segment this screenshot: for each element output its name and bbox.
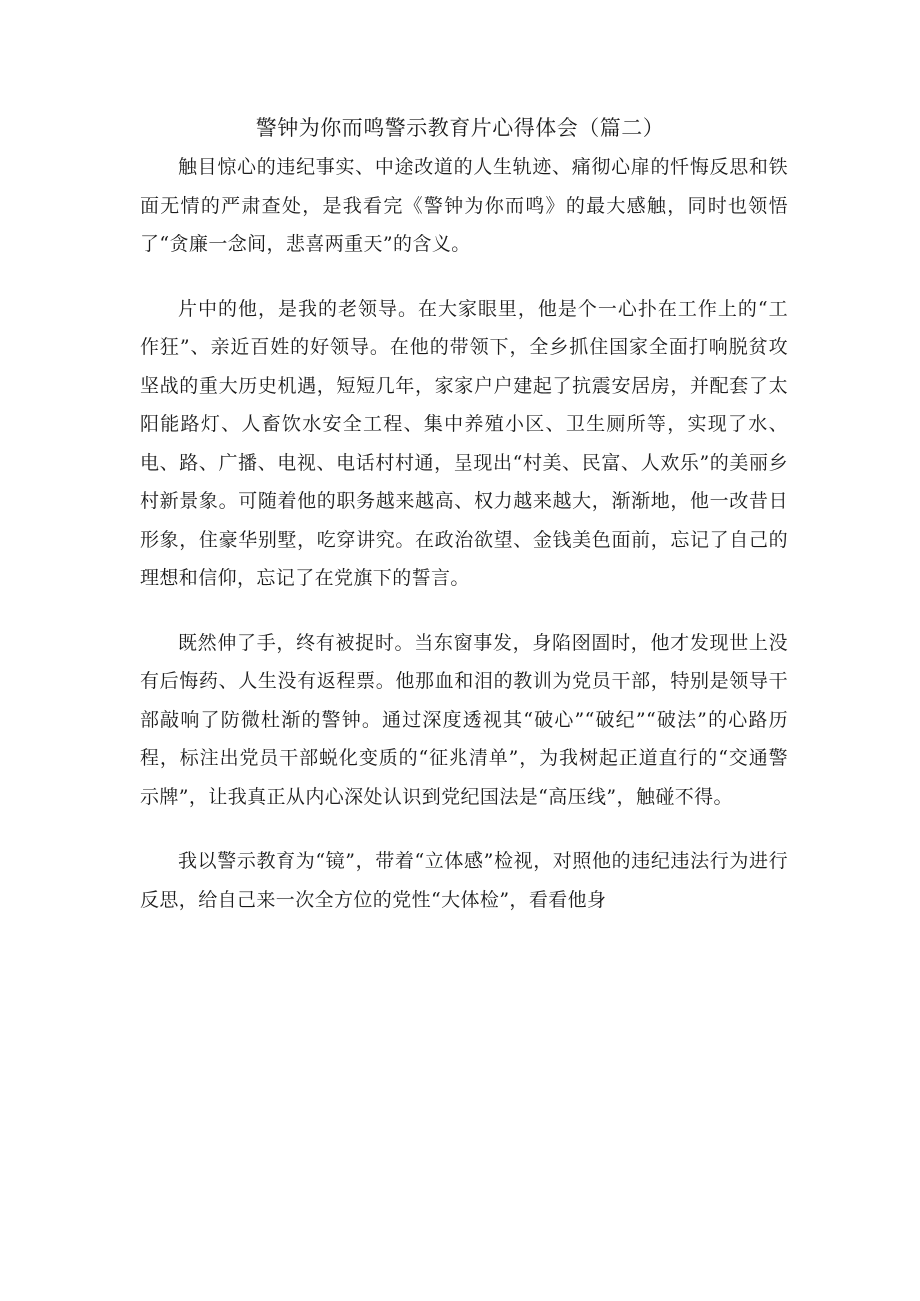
paragraph-3: 既然伸了手，终有被捉时。当东窗事发，身陷囹圄时，他才发现世上没有后悔药、人生没有返程票。他那血和泪的教训为党员干部，特别是领导干部敲响了防微杜渐的警钟。通过深度透视其“破心”“破纪”“破法”的心路历程，标注出党员干部蜕化变质的“征兆清单”，为我树起正道直行的“交通警示牌”，让我真正从内心深处认识到党纪国法是“高压线”，触碰不得。: [140, 631, 788, 808]
paragraph-2: 片中的他，是我的老领导。在大家眼里，他是个一心扑在工作上的“工作狂”、亲近百姓的好领导。在他的带领下，全乡抓住国家全面打响脱贫攻坚战的重大历史机遇，短短几年，家家户户建起了抗震安居房，并配套了太阳能路灯、人畜饮水安全工程、集中养殖小区、卫生厕所等，实现了水、电、路、广播、电视、电话村村通，呈现出“村美、民富、人欢乐”的美丽乡村新景象。可随着他的职务越来越高、权力越来越大，渐渐地，他一改昔日形象，住豪华别墅，吃穿讲究。在政治欲望、金钱美色面前，忘记了自己的理想和信仰，忘记了在党旗下的誓言。: [140, 297, 788, 589]
paragraph-1: 触目惊心的违纪事实、中途改道的人生轨迹、痛彻心扉的忏悔反思和铁面无情的严肃查处，是我看完《警钟为你而鸣》的最大感触，同时也领悟了“贪廉一念间，悲喜两重天”的含义。: [140, 156, 788, 255]
document-body: [140, 148, 788, 945]
paragraph-4: 我以警示教育为“镜”，带着“立体感”检视，对照他的违纪违法行为进行反思，给自己来一次全方位的党性“大体检”，看看他身: [140, 850, 788, 911]
document-title: 警钟为你而鸣警示教育片心得体会（篇二）: [255, 116, 665, 140]
